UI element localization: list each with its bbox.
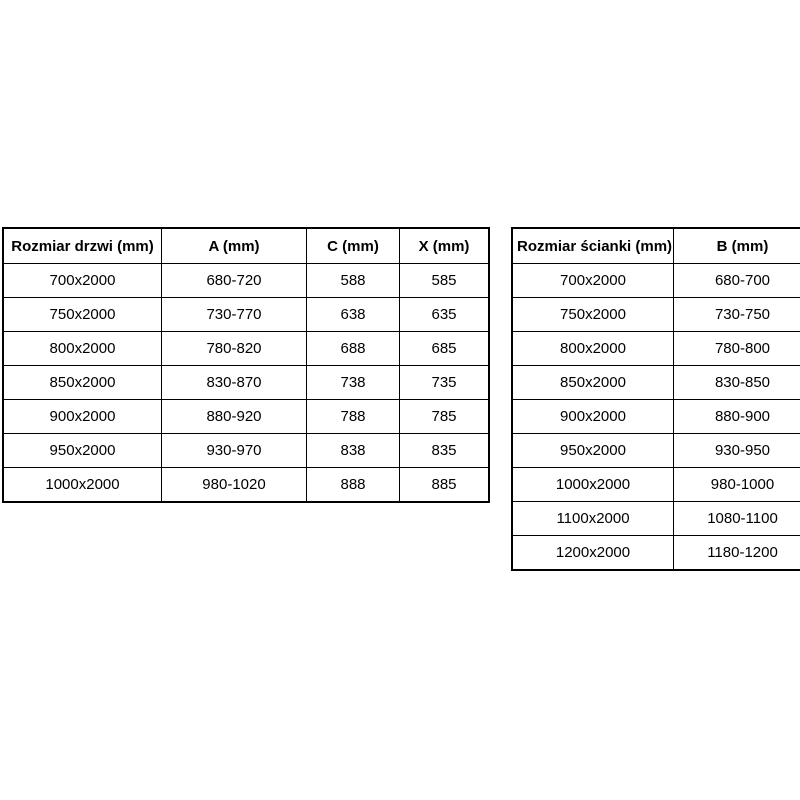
header-row bbox=[512, 228, 800, 264]
table-cell: 1000x2000 bbox=[512, 468, 674, 502]
table-row bbox=[512, 332, 800, 366]
table-cell: 830-850 bbox=[674, 366, 800, 400]
table-cell: 800x2000 bbox=[3, 332, 162, 366]
column-header: A (mm) bbox=[162, 228, 307, 264]
table-cell: 680-720 bbox=[162, 264, 307, 298]
table-cell: 780-800 bbox=[674, 332, 800, 366]
column-header: B (mm) bbox=[674, 228, 800, 264]
table-cell: 638 bbox=[307, 298, 400, 332]
wall-table-header bbox=[512, 228, 800, 264]
header-row bbox=[3, 228, 489, 264]
table-row bbox=[512, 468, 800, 502]
table-cell: 688 bbox=[307, 332, 400, 366]
table-cell: 900x2000 bbox=[512, 400, 674, 434]
table-row bbox=[512, 400, 800, 434]
table-cell: 700x2000 bbox=[3, 264, 162, 298]
table-row bbox=[512, 536, 800, 571]
table-cell: 750x2000 bbox=[3, 298, 162, 332]
door-table-body bbox=[3, 264, 489, 503]
table-cell: 850x2000 bbox=[512, 366, 674, 400]
table-cell: 838 bbox=[307, 434, 400, 468]
table-cell: 880-900 bbox=[674, 400, 800, 434]
table-cell: 800x2000 bbox=[512, 332, 674, 366]
door-sizes-table bbox=[2, 227, 490, 503]
door-table-header bbox=[3, 228, 489, 264]
table-cell: 930-970 bbox=[162, 434, 307, 468]
column-header: Rozmiar ścianki (mm) bbox=[512, 228, 674, 264]
column-header: Rozmiar drzwi (mm) bbox=[3, 228, 162, 264]
table-cell: 635 bbox=[400, 298, 490, 332]
table-cell: 880-920 bbox=[162, 400, 307, 434]
wall-table-body bbox=[512, 264, 800, 571]
table-cell: 785 bbox=[400, 400, 490, 434]
table-row bbox=[3, 400, 489, 434]
table-cell: 888 bbox=[307, 468, 400, 503]
table-row bbox=[512, 502, 800, 536]
table-cell: 730-770 bbox=[162, 298, 307, 332]
table-cell: 1200x2000 bbox=[512, 536, 674, 571]
table-cell: 900x2000 bbox=[3, 400, 162, 434]
table-row bbox=[3, 332, 489, 366]
table-cell: 950x2000 bbox=[512, 434, 674, 468]
table-row bbox=[3, 468, 489, 503]
column-header: C (mm) bbox=[307, 228, 400, 264]
table-cell: 1080-1100 bbox=[674, 502, 800, 536]
table-cell: 735 bbox=[400, 366, 490, 400]
table-row bbox=[3, 298, 489, 332]
table-row bbox=[512, 264, 800, 298]
table-cell: 750x2000 bbox=[512, 298, 674, 332]
table-cell: 685 bbox=[400, 332, 490, 366]
table-cell: 830-870 bbox=[162, 366, 307, 400]
table-cell: 730-750 bbox=[674, 298, 800, 332]
table-cell: 738 bbox=[307, 366, 400, 400]
table-cell: 788 bbox=[307, 400, 400, 434]
table-cell: 588 bbox=[307, 264, 400, 298]
table-row bbox=[3, 264, 489, 298]
table-cell: 680-700 bbox=[674, 264, 800, 298]
table-cell: 980-1000 bbox=[674, 468, 800, 502]
table-row bbox=[512, 366, 800, 400]
table-cell: 700x2000 bbox=[512, 264, 674, 298]
table-cell: 930-950 bbox=[674, 434, 800, 468]
table-row bbox=[512, 434, 800, 468]
table-cell: 1100x2000 bbox=[512, 502, 674, 536]
table-row bbox=[3, 434, 489, 468]
table-cell: 1180-1200 bbox=[674, 536, 800, 571]
table-row bbox=[512, 298, 800, 332]
table-cell: 585 bbox=[400, 264, 490, 298]
table-cell: 950x2000 bbox=[3, 434, 162, 468]
wall-sizes-table bbox=[511, 227, 800, 571]
table-row bbox=[3, 366, 489, 400]
table-cell: 780-820 bbox=[162, 332, 307, 366]
table-cell: 835 bbox=[400, 434, 490, 468]
table-cell: 980-1020 bbox=[162, 468, 307, 503]
column-header: X (mm) bbox=[400, 228, 490, 264]
table-cell: 885 bbox=[400, 468, 490, 503]
table-cell: 850x2000 bbox=[3, 366, 162, 400]
table-cell: 1000x2000 bbox=[3, 468, 162, 503]
